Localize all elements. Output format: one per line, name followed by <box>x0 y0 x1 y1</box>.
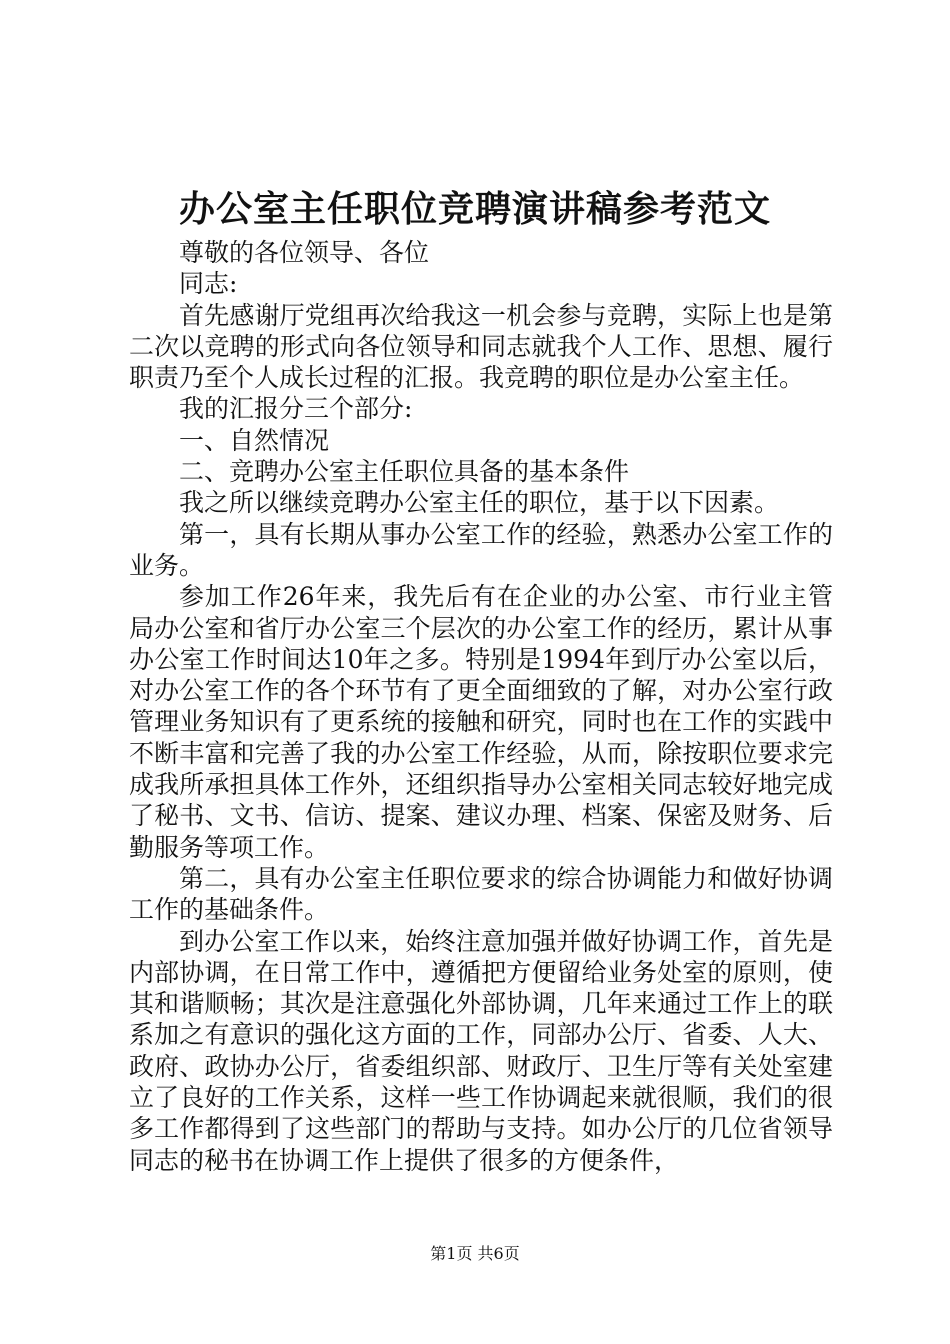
paragraph-coordination: 到办公室工作以来，始终注意加强并做好协调工作，首先是内部协调，在日常工作中，遵循把方便留给业务处室的原则，使其和谐顺畅；其次是注意强化外部协调，几年来通过工作上的联系加之有意识的强化这方面的工作，同部办公厅、省委、人大、政府、政协办公厅，省委组织部、财政厅、卫生厅等有关处室建立了良好的工作关系，这样一些工作协调起来就很顺，我们的很多工作都得到了这些部门的帮助与支持。如办公厅的几位省领导同志的秘书在协调工作上提供了很多的方便条件， <box>129 926 833 1175</box>
paragraph-salutation-1: 尊敬的各位领导、各位 <box>179 238 430 267</box>
paragraph-salutation-2: 同志: <box>179 269 238 299</box>
paragraph-intro: 首先感谢厅党组再次给我这一机会参与竞聘，实际上也是第二次以竞聘的形式向各位领导和同志就我个人工作、思想、履行职责乃至个人成长过程的汇报。我竞聘的职位是办公室主任。 <box>129 300 833 393</box>
paragraph-point-2: 第二，具有办公室主任职位要求的综合协调能力和做好协调工作的基础条件。 <box>129 863 833 925</box>
paragraph-outline: 我的汇报分三个部分: <box>179 394 413 424</box>
document-title: 办公室主任职位竞聘演讲稿参考范文 <box>178 188 771 230</box>
paragraph-reasons: 我之所以继续竞聘办公室主任的职位，基于以下因素。 <box>179 488 780 518</box>
document-body <box>129 237 833 1176</box>
page-number-footer: 第1页 共6页 <box>430 1244 520 1263</box>
paragraph-point-1: 第一，具有长期从事办公室工作的经验，熟悉办公室工作的业务。 <box>129 519 833 580</box>
paragraph-section-2: 二、竞聘办公室主任职位具备的基本条件 <box>179 457 630 487</box>
paragraph-experience: 参加工作26年来，我先后有在企业的办公室、市行业主管局办公室和省厅办公室三个层次的办公室工作的经历，累计从事办公室工作时间达10年之多。特别是1994年到厅办公室以后，对办公室工作的各个环节有了更全面细致的了解，对办公室行政管理业务知识有了更系统的接触和研究，同时也在工作的实践中不断丰富和完善了我的办公室工作经验，从而，除按职位要求完成我所承担具体工作外，还组织指导办公室相关同志较好地完成了秘书、文书、信访、提案、建议办理、档案、保密及财务、后勤服务等项工作。 <box>129 582 833 862</box>
paragraph-section-1: 一、自然情况 <box>179 425 330 455</box>
